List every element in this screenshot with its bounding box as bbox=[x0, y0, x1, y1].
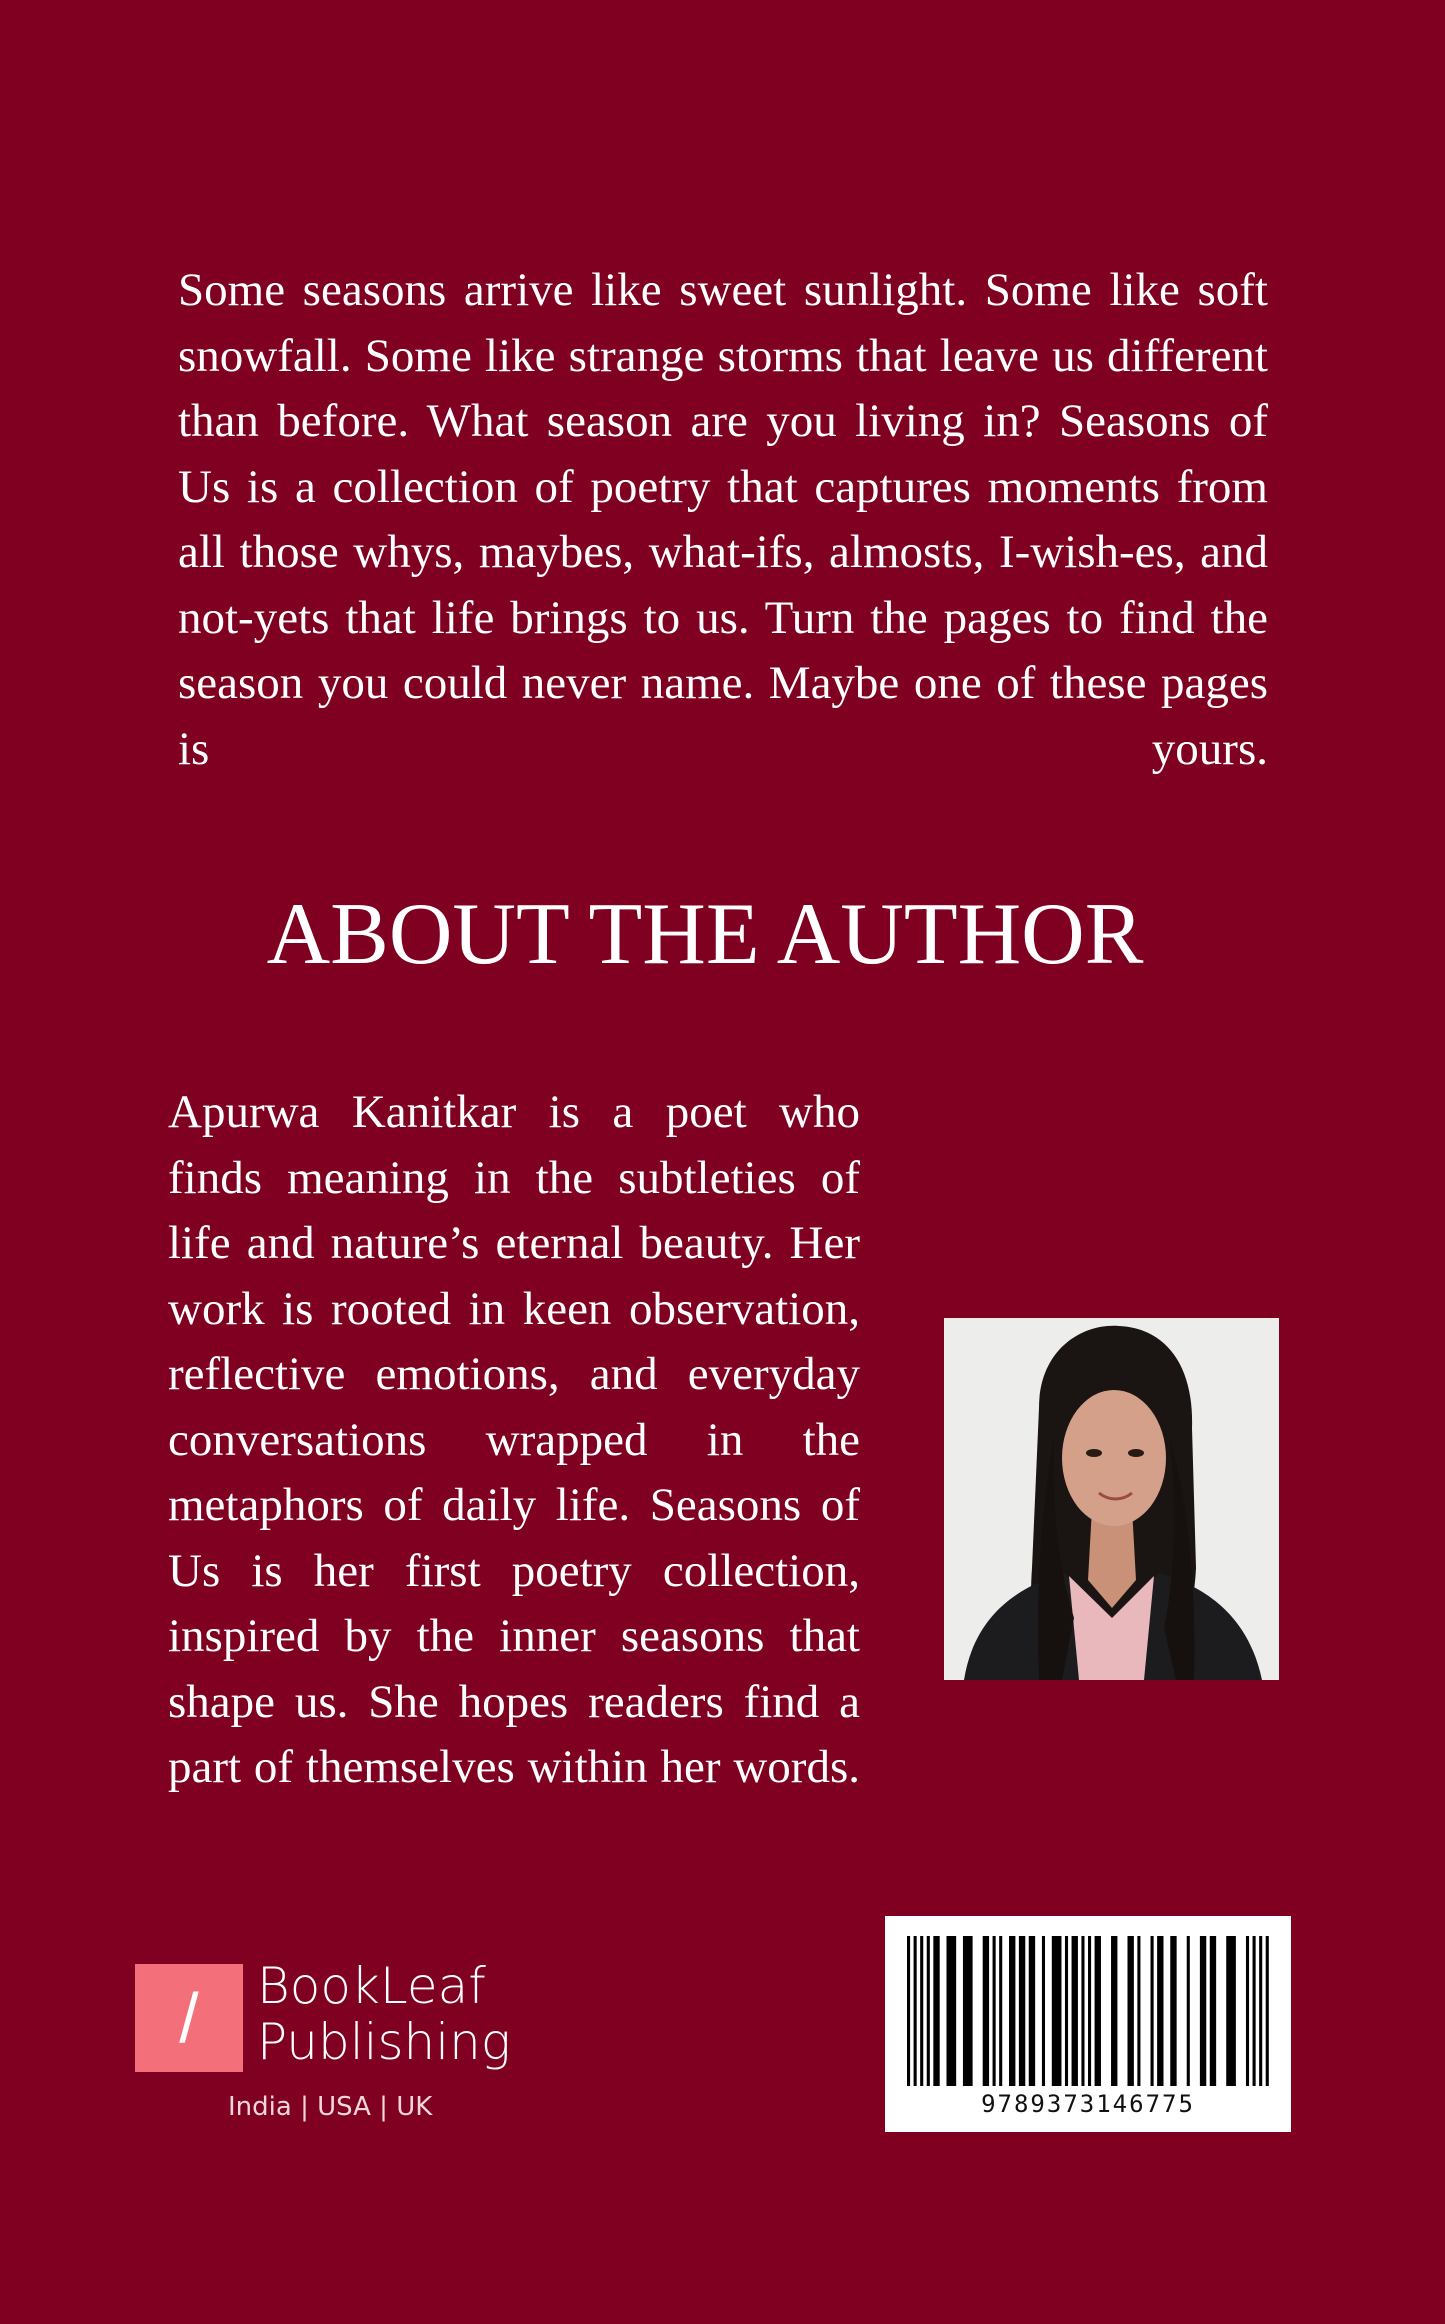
publisher-logo bbox=[135, 1957, 555, 2122]
author-portrait-illustration bbox=[944, 1318, 1279, 1680]
publisher-name bbox=[257, 1958, 511, 2070]
barcode-bar-0 bbox=[907, 1936, 910, 2086]
barcode-bar-21 bbox=[1127, 1936, 1133, 2086]
barcode-bar-6 bbox=[963, 1936, 973, 2086]
barcode-bar-1 bbox=[914, 1936, 917, 2086]
barcode-bar-29 bbox=[1226, 1936, 1236, 2086]
barcode-bars bbox=[907, 1936, 1269, 2086]
barcode-bar-9 bbox=[999, 1936, 1002, 2086]
barcode-bar-11 bbox=[1019, 1936, 1025, 2086]
barcode-bar-25 bbox=[1170, 1936, 1176, 2086]
about-author-heading: ABOUT THE AUTHOR bbox=[266, 886, 1144, 983]
barcode-bar-26 bbox=[1187, 1936, 1190, 2086]
barcode-bar-32 bbox=[1259, 1936, 1262, 2086]
barcode-bar-7 bbox=[983, 1936, 989, 2086]
isbn-barcode bbox=[885, 1916, 1291, 2132]
barcode-bar-28 bbox=[1210, 1936, 1216, 2086]
barcode-bar-16 bbox=[1072, 1936, 1078, 2086]
publisher-slash-icon: / bbox=[135, 1964, 243, 2072]
barcode-bar-18 bbox=[1088, 1936, 1091, 2086]
barcode-bar-33 bbox=[1266, 1936, 1269, 2086]
barcode-bar-15 bbox=[1065, 1936, 1068, 2086]
barcode-bar-13 bbox=[1042, 1936, 1045, 2086]
publisher-regions: India | USA | UK bbox=[228, 2092, 433, 2122]
publisher-name-line2: Publishing bbox=[257, 2013, 511, 2071]
barcode-bar-19 bbox=[1095, 1936, 1101, 2086]
back-cover-blurb: Some seasons arrive like sweet sunlight. Some like soft snowfall. Some like strange storms that leave us different than before. What season are you living in? Seasons of Us is a collection of poetry that captures moments from all those whys, maybes, what-ifs, almosts, I-wish-es, and not-yets that life brings to us. Turn the pages to find the season you could never name. Maybe one of these pages is yours. bbox=[178, 264, 1268, 775]
barcode-bar-10 bbox=[1009, 1936, 1015, 2086]
barcode-bar-31 bbox=[1253, 1936, 1256, 2086]
barcode-bar-24 bbox=[1157, 1936, 1163, 2086]
barcode-bar-8 bbox=[993, 1936, 996, 2086]
barcode-bar-23 bbox=[1151, 1936, 1154, 2086]
barcode-bar-4 bbox=[933, 1936, 939, 2086]
barcode-bar-14 bbox=[1052, 1936, 1062, 2086]
publisher-name-line1: BookLeaf bbox=[257, 1957, 486, 2015]
barcode-bar-3 bbox=[927, 1936, 930, 2086]
author-bio: Apurwa Kanitkar is a poet who finds meaning in the subtleties of life and nature’s eternal beauty. Her work is rooted in keen observation, reflective emotions, and everyday conversations wrapped in the metaphors of daily life. Seasons of Us is her first poetry collection, inspired by the inner seasons that shape us. She hopes readers find a part of themselves within her words. bbox=[168, 1086, 860, 1793]
author-photo bbox=[944, 1318, 1279, 1680]
barcode-bar-30 bbox=[1246, 1936, 1249, 2086]
barcode-bar-12 bbox=[1029, 1936, 1035, 2086]
barcode-bar-22 bbox=[1137, 1936, 1140, 2086]
barcode-bar-17 bbox=[1081, 1936, 1084, 2086]
barcode-bar-27 bbox=[1200, 1936, 1206, 2086]
barcode-bar-5 bbox=[946, 1936, 956, 2086]
isbn-number: 9789373146775 bbox=[981, 2090, 1195, 2118]
barcode-bar-2 bbox=[920, 1936, 923, 2086]
barcode-bar-20 bbox=[1111, 1936, 1117, 2086]
